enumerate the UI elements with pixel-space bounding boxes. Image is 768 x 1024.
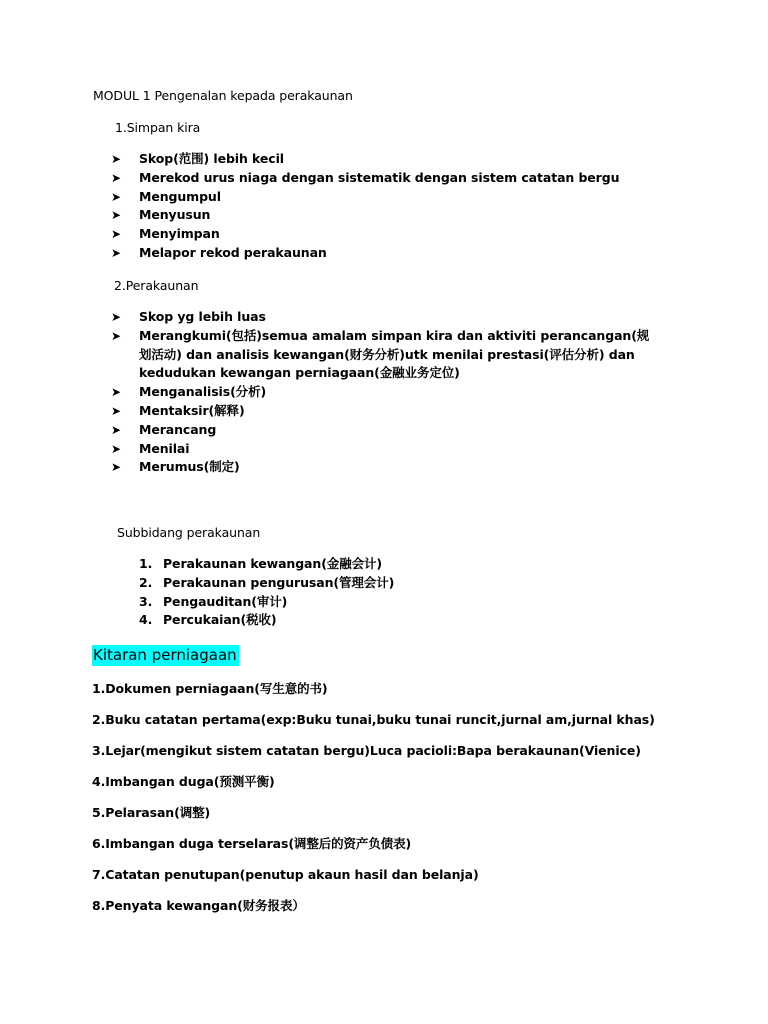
arrowhead-bullet-icon: ➤ — [111, 208, 121, 223]
list-item: ➤ Merangkumi(包括)semua amalam simpan kira dan aktiviti perancangan(规划活动) dan analisis kewangan(财务分析)utk menilai prestasi(评估分析) dan kedudukan kewangan perniagaan(金融业务定位) — [111, 327, 650, 381]
section-heading-subbidang: Subbidang perakaunan — [117, 525, 261, 540]
section-heading-perakaunan: 2.Perakaunan — [114, 278, 199, 293]
list-item: 8.Penyata kewangan(财务报表） — [92, 898, 305, 913]
list-item: 7.Catatan penutupan(penutup akaun hasil dan belanja) — [92, 867, 479, 882]
arrowhead-bullet-icon: ➤ — [111, 152, 121, 166]
list-item: ➤ Merancang — [139, 421, 659, 440]
arrowhead-bullet-icon: ➤ — [111, 189, 121, 204]
list-item: 5.Pelarasan(调整) — [92, 805, 211, 820]
list-item: ➤ Merumus(制定) — [139, 458, 659, 477]
list-item: ➤ Mentaksir(解释) — [139, 402, 659, 421]
list-item: 3.Lejar(mengikut sistem catatan bergu)Luca pacioli:Bapa berakaunan(Vienice) — [92, 743, 641, 758]
list-item: ➤ Merekod urus niaga dengan sistematik dengan sistem catatan bergu — [139, 169, 619, 188]
arrowhead-bullet-icon: ➤ — [111, 403, 121, 418]
list-item: ➤ Menganalisis(分析) — [139, 383, 659, 402]
list-item: ➤ Skop yg lebih luas — [139, 308, 659, 327]
arrowhead-bullet-icon: ➤ — [111, 422, 121, 437]
section-heading-simpan-kira: 1.Simpan kira — [115, 120, 201, 135]
list-item: ➤ Skop(范围) lebih kecil — [139, 150, 619, 169]
list-item: ➤ Menyusun — [139, 206, 619, 225]
simpan-kira-list — [111, 150, 620, 263]
list-item: 6.Imbangan duga terselaras(调整后的资产负债表) — [92, 836, 412, 851]
arrowhead-bullet-icon: ➤ — [111, 245, 121, 260]
list-item: ➤ Menilai — [139, 440, 659, 459]
list-item: 2.Buku catatan pertama(exp:Buku tunai,buku tunai runcit,jurnal am,jurnal khas) — [92, 712, 655, 727]
list-item: ➤ Mengumpul — [139, 188, 619, 207]
list-item: 4.Imbangan duga(预测平衡) — [92, 774, 275, 789]
list-item: ➤ Menyimpan — [139, 225, 619, 244]
arrowhead-bullet-icon: ➤ — [111, 310, 121, 324]
perakaunan-list — [111, 308, 659, 477]
page-title: MODUL 1 Pengenalan kepada perakaunan — [93, 88, 353, 103]
list-item: 1.Dokumen perniagaan(写生意的书) — [92, 681, 328, 696]
arrowhead-bullet-icon: ➤ — [111, 328, 121, 343]
arrowhead-bullet-icon: ➤ — [111, 460, 121, 475]
list-item: 3. Pengauditan(审计) — [139, 593, 288, 609]
subbidang-list — [139, 555, 395, 630]
list-item: 4. Percukaian(税收) — [139, 612, 277, 628]
list-item: 1. Perakaunan kewangan(金融会计) — [139, 556, 383, 571]
arrowhead-bullet-icon: ➤ — [111, 441, 121, 456]
list-item: 2. Perakaunan pengurusan(管理会计) — [139, 574, 395, 590]
list-item: ➤ Melapor rekod perakaunan — [139, 244, 619, 263]
arrowhead-bullet-icon: ➤ — [111, 227, 121, 242]
arrowhead-bullet-icon: ➤ — [111, 385, 121, 400]
arrowhead-bullet-icon: ➤ — [111, 170, 121, 185]
kitaran-heading-highlighted: Kitaran perniagaan — [93, 646, 237, 664]
